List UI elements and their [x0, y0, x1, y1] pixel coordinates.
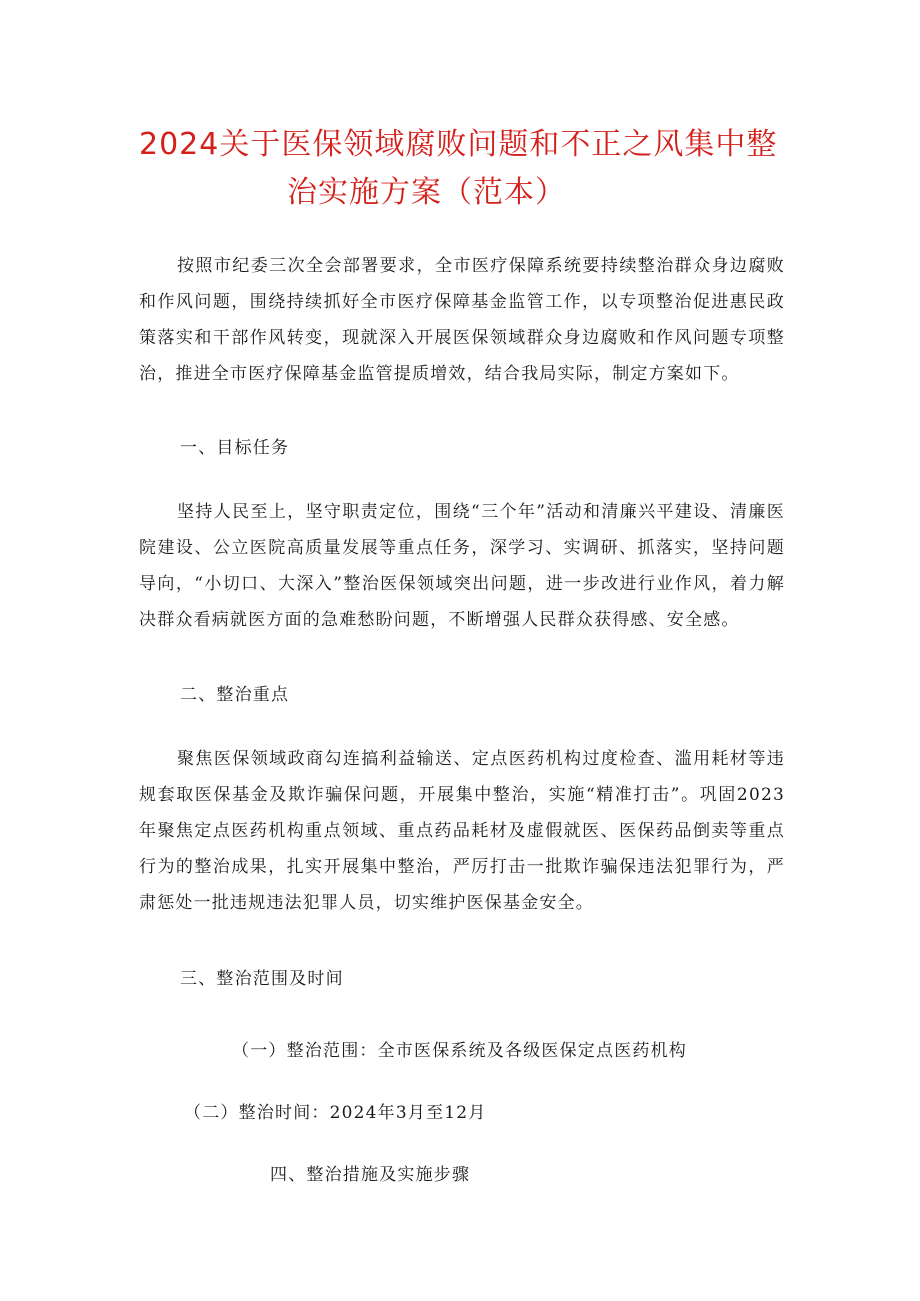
document-title-line-2: 治实施方案（范本） [287, 175, 566, 210]
section-3-item-scope: （一）整治范围：全市医保系统及各级医保定点医药机构 [232, 1041, 687, 1061]
section-1-heading: 一、目标任务 [180, 438, 290, 458]
intro-paragraph: 按照市纪委三次全会部署要求，全市医疗保障系统要持续整治群众身边腐败和作风问题，围绕持续抓好全市医疗保障基金监管工作，以专项整治促进惠民政策落实和干部作风转变，现就深入开展医保领域群众身边腐败和作风问题专项整治，推进全市医疗保障基金监管提质增效，结合我局实际，制定方案如下。 [139, 256, 785, 384]
section-1-paragraph: 坚持人民至上，坚守职责定位，围绕“三个年”活动和清廉兴平建设、清廉医院建设、公立医院高质量发展等重点任务，深学习、实调研、抓落实，坚持问题导向，“小切口、大深入”整治医保领域突出问题，进一步改进行业作风，着力解决群众看病就医方面的急难愁盼问题，不断增强人民群众获得感、安全感。 [139, 502, 785, 630]
section-3-heading: 三、整治范围及时间 [180, 969, 344, 989]
section-3-item-time: （二）整治时间：2024年3月至12月 [184, 1103, 487, 1123]
section-2-heading: 二、整治重点 [180, 685, 290, 705]
document-title-line-1: 2024关于医保领域腐败问题和不正之风集中整 [139, 127, 778, 162]
section-2-paragraph: 聚焦医保领域政商勾连搞利益输送、定点医药机构过度检查、滥用耗材等违规套取医保基金及欺诈骗保问题，开展集中整治，实施“精准打击”。巩固2023年聚焦定点医药机构重点领域、重点药品耗材及虚假就医、医保药品倒卖等重点行为的整治成果，扎实开展集中整治，严厉打击一批欺诈骗保违法犯罪行为，严肃惩处一批违规违法犯罪人员，切实维护医保基金安全。 [139, 749, 785, 913]
section-4-heading: 四、整治措施及实施步骤 [270, 1165, 471, 1185]
